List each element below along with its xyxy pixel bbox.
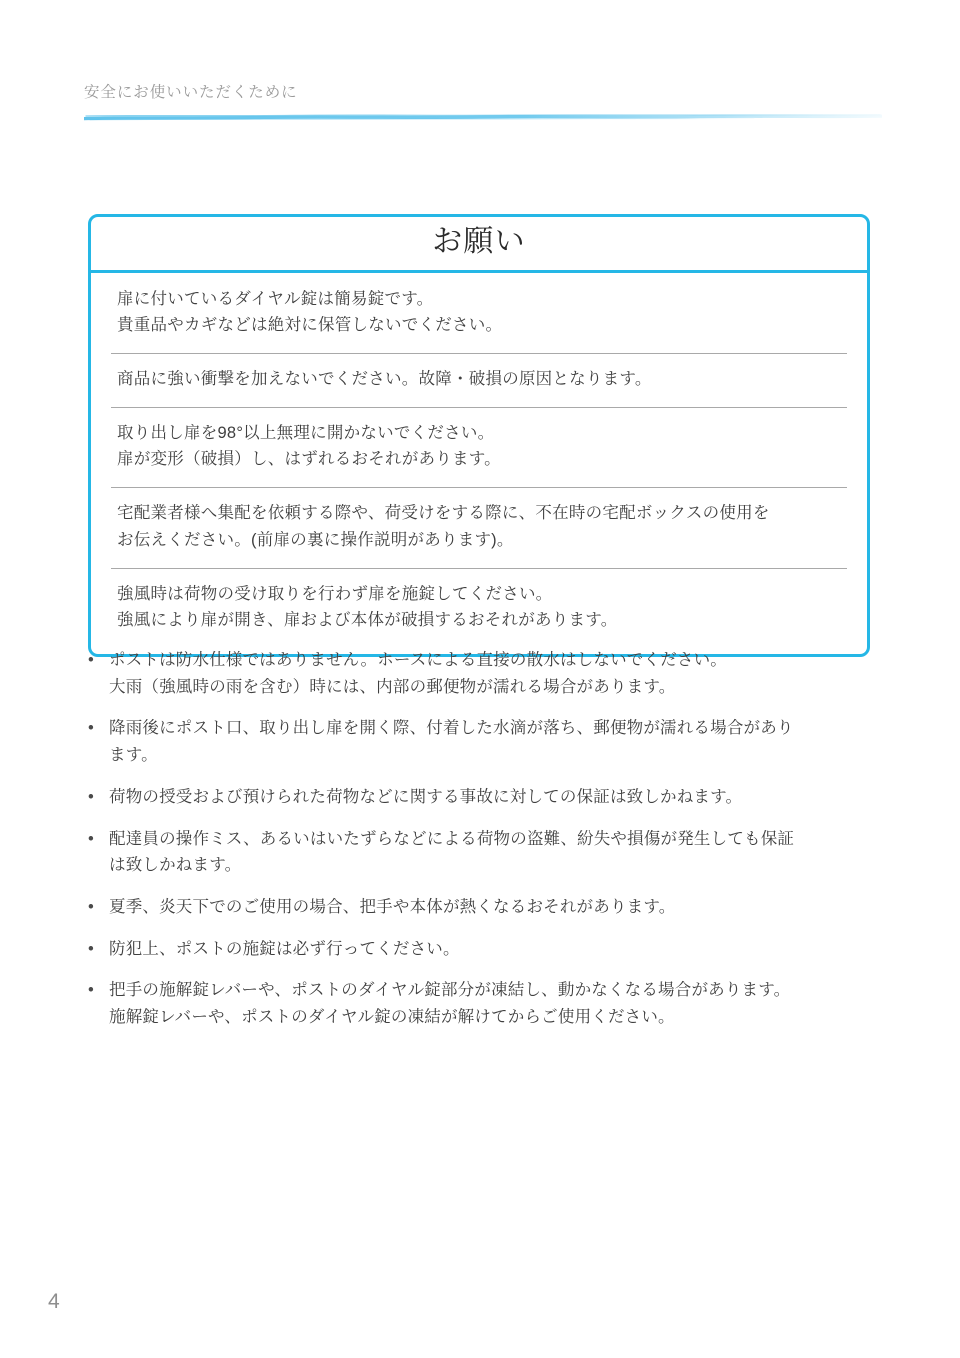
notice-line: 強風時は荷物の受け取りを行わず扉を施錠してください。	[117, 584, 553, 603]
list-item	[84, 977, 884, 1030]
bullet-line: 大雨（強風時の雨を含む）時には、内部の郵便物が濡れる場合があります。	[109, 677, 676, 696]
notice-title: お願い	[432, 225, 526, 258]
bullet-line: 把手の施解錠レバーや、ポストのダイヤル錠部分が凍結し、動かなくなる場合があります。	[109, 981, 791, 1000]
notice-item	[91, 353, 867, 407]
list-item	[84, 936, 884, 963]
notice-item	[91, 487, 867, 567]
list-item	[84, 826, 884, 879]
bullet-line: 施解錠レバーや、ポストのダイヤル錠の凍結が解けてからご使用ください。	[109, 1008, 675, 1027]
page-number: 4	[48, 1290, 60, 1313]
notice-line: 貴重品やカギなどは絶対に保管しないでください。	[117, 316, 503, 335]
notice-title-bar	[91, 217, 867, 273]
notice-line: 宅配業者様へ集配を依頼する際や、荷受けをする際に、不在時の宅配ボックスの使用を	[117, 504, 770, 523]
notice-item	[91, 407, 867, 487]
list-item	[84, 784, 884, 811]
list-item	[84, 647, 884, 700]
notice-item-list	[91, 273, 867, 654]
bullet-marker-icon: •	[88, 981, 94, 1000]
bullet-line: ます。	[109, 746, 158, 765]
list-item	[84, 894, 884, 921]
bullet-line: ポストは防水仕様ではありません。ホースによる直接の散水はしないでください。	[109, 651, 727, 669]
bullet-marker-icon: •	[88, 939, 94, 958]
bullet-line: 配達員の操作ミス、あるいはいたずらなどによる荷物の盗難、紛失や損傷が発生しても保証	[109, 829, 795, 848]
notice-box	[88, 214, 870, 657]
header-decorative-rule	[84, 112, 882, 122]
bullet-marker-icon: •	[88, 787, 94, 806]
list-item	[84, 715, 884, 768]
caution-bullet-list	[84, 647, 884, 1031]
bullet-line: 降雨後にポスト口、取り出し扉を開く際、付着した水滴が落ち、郵便物が濡れる場合があり	[109, 719, 794, 738]
running-header-title: 安全にお使いいただくために	[84, 84, 298, 101]
bullet-marker-icon: •	[88, 829, 94, 848]
bullet-marker-icon: •	[88, 898, 94, 917]
notice-line: お伝えください。(前扉の裏に操作説明があります)。	[117, 530, 514, 549]
bullet-line: 荷物の授受および預けられた荷物などに関する事故に対しての保証は致しかねます。	[109, 787, 743, 806]
notice-line: 取り出し扉を98°以上無理に開かないでください。	[117, 423, 495, 442]
bullet-line: 防犯上、ポストの施錠は必ず行ってください。	[109, 939, 460, 958]
bullet-line: は致しかねます。	[109, 856, 242, 875]
notice-item	[91, 568, 867, 648]
notice-line: 扉に付いているダイヤル錠は簡易錠です。	[117, 289, 434, 308]
bullet-marker-icon: •	[88, 719, 94, 738]
notice-item	[91, 273, 867, 353]
notice-line: 商品に強い衝撃を加えないでください。故障・破損の原因となります。	[117, 369, 652, 388]
notice-line: 扉が変形（破損）し、はずれるおそれがあります。	[117, 450, 501, 469]
notice-line: 強風により扉が開き、扉および本体が破損するおそれがあります。	[117, 611, 618, 630]
bullet-marker-icon: •	[88, 651, 94, 669]
bullet-line: 夏季、炎天下でのご使用の場合、把手や本体が熱くなるおそれがあります。	[109, 898, 676, 917]
